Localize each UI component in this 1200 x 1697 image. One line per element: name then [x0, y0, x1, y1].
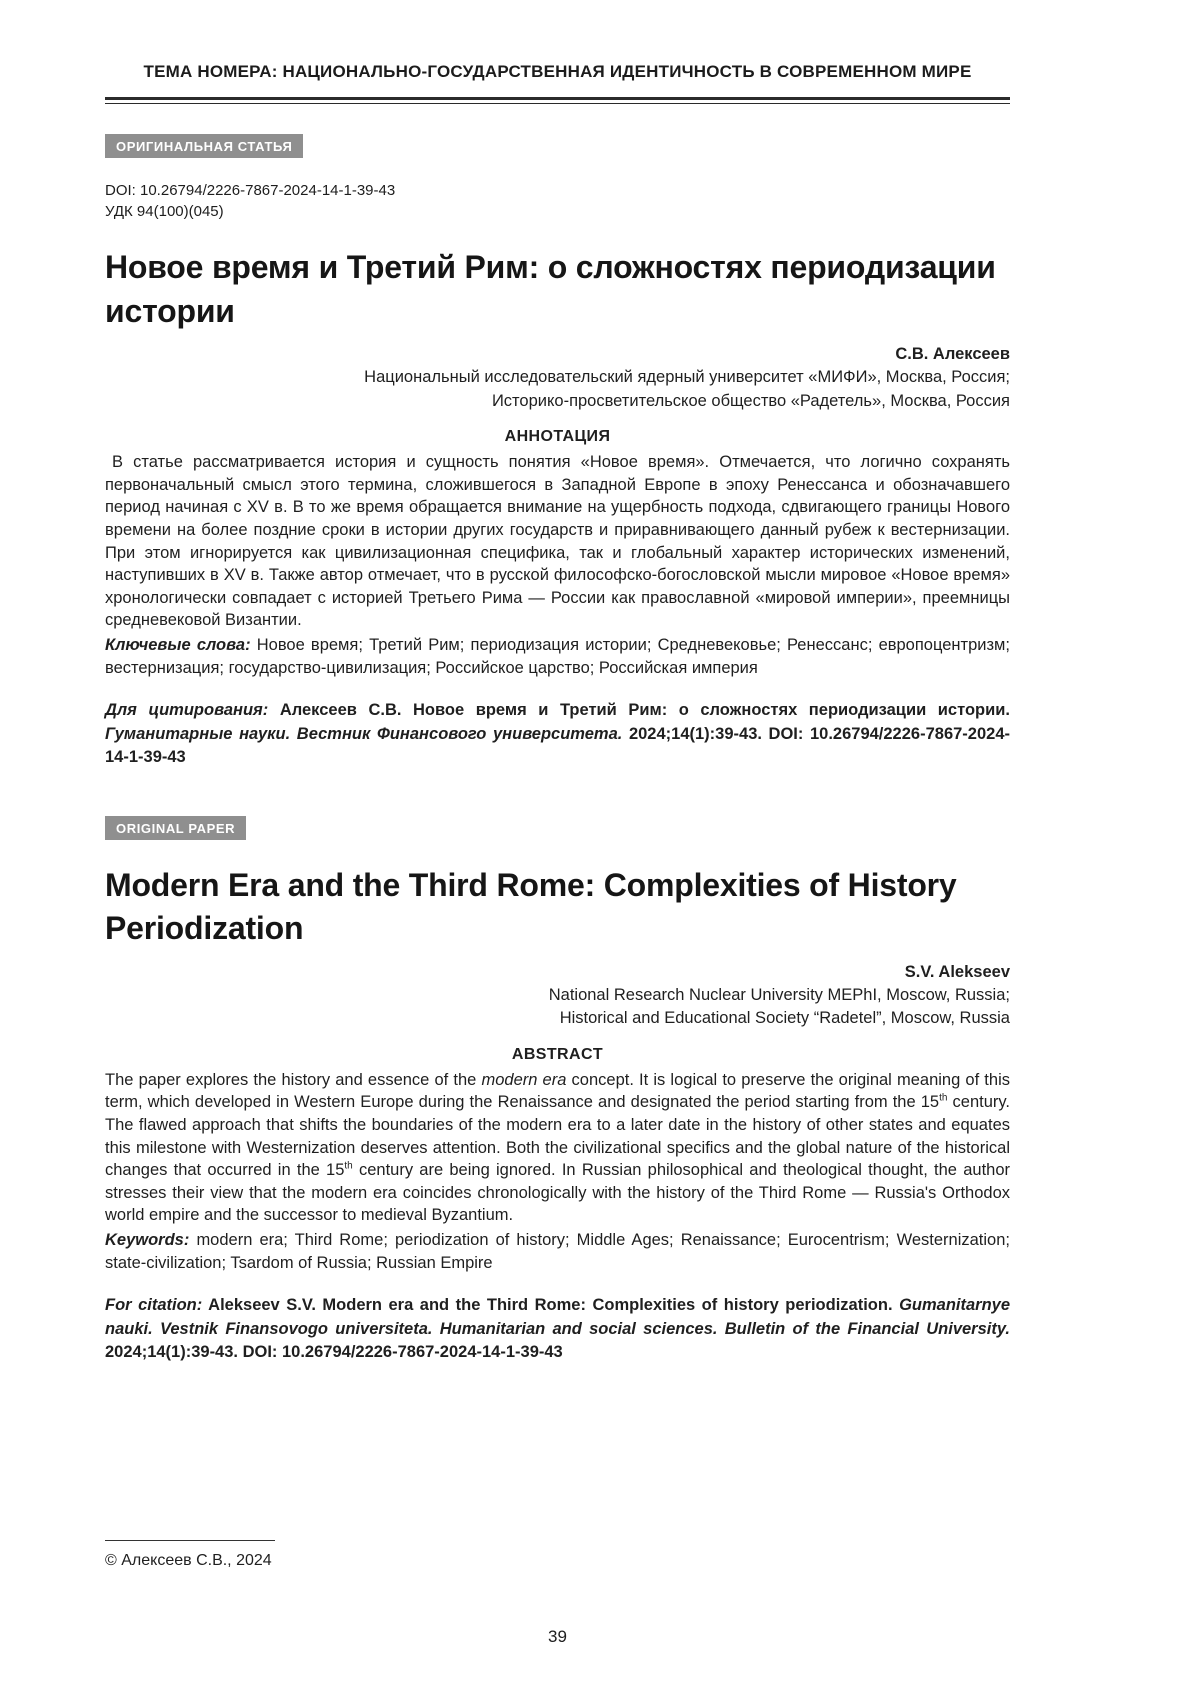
keywords-label-en: Keywords:: [105, 1230, 190, 1249]
abstract-text-ru: В статье рассматривается история и сущность понятия «Новое время». Отмечается, что логично сохранять первоначальный смысл этого термина, сложившегося в Западной Европе в эпоху Ренессанса и обозначавшего период начиная с XV в. В то же время обращается внимание на ущербность подхода, сдвигающего границы Нового времени на более поздние сроки в истории других государств и приравнивающего данный рубеж к вестернизации. При этом игнорируется как цивилизационная специфика, так и глобальный характер исторических изменений, наступивших в XV в. Также автор отмечает, что в русской философско-богословской мысли мировое «Новое время» хронологически совпадает с историей Третьего Рима — России как православной «мировой империи», преемницы средневековой Византии.: [105, 453, 1010, 630]
udk-line: УДК 94(100)(045): [105, 203, 224, 220]
copyright-text: © Алексеев С.В., 2024: [105, 1552, 272, 1569]
keywords-en: [105, 1229, 1010, 1274]
abstract-text-en: [105, 1069, 1010, 1227]
article-title-en: Modern Era and the Third Rome: Complexities of History Periodization: [105, 866, 957, 947]
header-rule: [105, 97, 1010, 104]
abstract-en-part1: The paper explores the history and essence of the: [105, 1070, 482, 1089]
abstract-en-part4: century are being ignored. In Russian philosophical and theological thought, the author stresses their view that the modern era coincides chronologically with the history of the Third Rome — Russia's Orthodox world empire and the successor to medieval Byzantium.: [105, 1161, 1011, 1225]
article-meta: [105, 180, 1010, 222]
citation-text-en-2: 2024;14(1):39-43. DOI: 10.26794/2226-7867-2024-14-1-39-43: [105, 1342, 563, 1361]
copyright-block: [105, 1540, 275, 1570]
keywords-text-en: modern era; Third Rome; periodization of history; Middle Ages; Renaissance; Eurocentrism; Westernization; state-civilization; Tsardom of Russia; Russian Empire: [105, 1230, 1010, 1272]
author-name-en: S.V. Alekseev: [904, 962, 1010, 981]
section-english: [105, 770, 1010, 1365]
citation-ru: [105, 699, 1010, 769]
author-block-ru: [105, 343, 1010, 413]
citation-en: [105, 1294, 1010, 1364]
abstract-heading-ru: АННОТАЦИЯ: [504, 428, 611, 446]
citation-text-ru-2: 2024;14(1):39-43. DOI: 10.26794/2226-7867-2024-14-1-39-43: [105, 724, 1010, 767]
citation-label-ru: Для цитирования:: [105, 701, 269, 720]
affiliation-ru-1: Национальный исследовательский ядерный университет «МИФИ», Москва, Россия;: [364, 368, 1010, 387]
footnote-rule: [105, 1540, 275, 1541]
page-content: [105, 0, 1010, 1364]
author-name-ru: С.В. Алексеев: [895, 345, 1010, 364]
page-number: 39: [548, 1627, 567, 1646]
abstract-en-part2: concept. It is logical to preserve the original meaning of this term, which developed in Western Europe during the Renaissance and designated the period starting from the 15: [105, 1070, 1010, 1112]
keywords-text-ru: Новое время; Третий Рим; периодизация истории; Средневековье; Ренессанс; европоцентризм; вестернизация; государство-цивилизация; Российское царство; Российская империя: [105, 636, 1010, 677]
article-title-ru: Новое время и Третий Рим: о сложностях периодизации истории: [105, 249, 996, 329]
abstract-en-term: modern era: [481, 1070, 567, 1089]
citation-label-en: For citation:: [105, 1296, 203, 1315]
doi-line: DOI: 10.26794/2226-7867-2024-14-1-39-43: [105, 182, 396, 199]
citation-text-ru-1: Алексеев С.В. Новое время и Третий Рим: о сложностях периодизации истории.: [279, 701, 1010, 720]
affiliation-en-1: National Research Nuclear University MEPhI, Moscow, Russia;: [548, 985, 1010, 1004]
abstract-en-sup2: th: [344, 1160, 353, 1172]
author-block-en: [105, 961, 1010, 1031]
affiliation-en-2: Historical and Educational Society “Radetel”, Moscow, Russia: [559, 1009, 1010, 1028]
abstract-heading-en: ABSTRACT: [511, 1045, 604, 1063]
keywords-label-ru: Ключевые слова:: [105, 636, 251, 655]
affiliation-ru-2: Историко-просветительское общество «Радетель», Москва, Россия: [491, 391, 1010, 410]
original-article-badge-ru: ОРИГИНАЛЬНАЯ СТАТЬЯ: [105, 134, 303, 158]
citation-journal-en: Gumanitarnye nauki. Vestnik Finansovogo universiteta. Humanitarian and social sciences. Bulletin of the Financial University.: [105, 1296, 1011, 1338]
abstract-en-part3: century. The flawed approach that shifts the boundaries of the modern era to a later date in the history of other states and equates this milestone with Westernization deserves attention. Both the civilizational specifics and the global nature of the historical changes that occurred in the 15: [105, 1093, 1010, 1180]
citation-text-en-1: Alekseev S.V. Modern era and the Third Rome: Complexities of history periodization.: [208, 1296, 893, 1315]
section-russian: [105, 104, 1010, 770]
original-paper-badge-en: ORIGINAL PAPER: [105, 816, 246, 840]
issue-theme-header: ТЕМА НОМЕРА: НАЦИОНАЛЬНО-ГОСУДАРСТВЕННАЯ ИДЕНТИЧНОСТЬ В СОВРЕМЕННОМ МИРЕ: [143, 62, 972, 81]
citation-journal-ru: Гуманитарные науки. Вестник Финансового университета.: [105, 724, 623, 743]
abstract-en-sup1: th: [939, 1092, 948, 1104]
keywords-ru: [105, 634, 1010, 679]
